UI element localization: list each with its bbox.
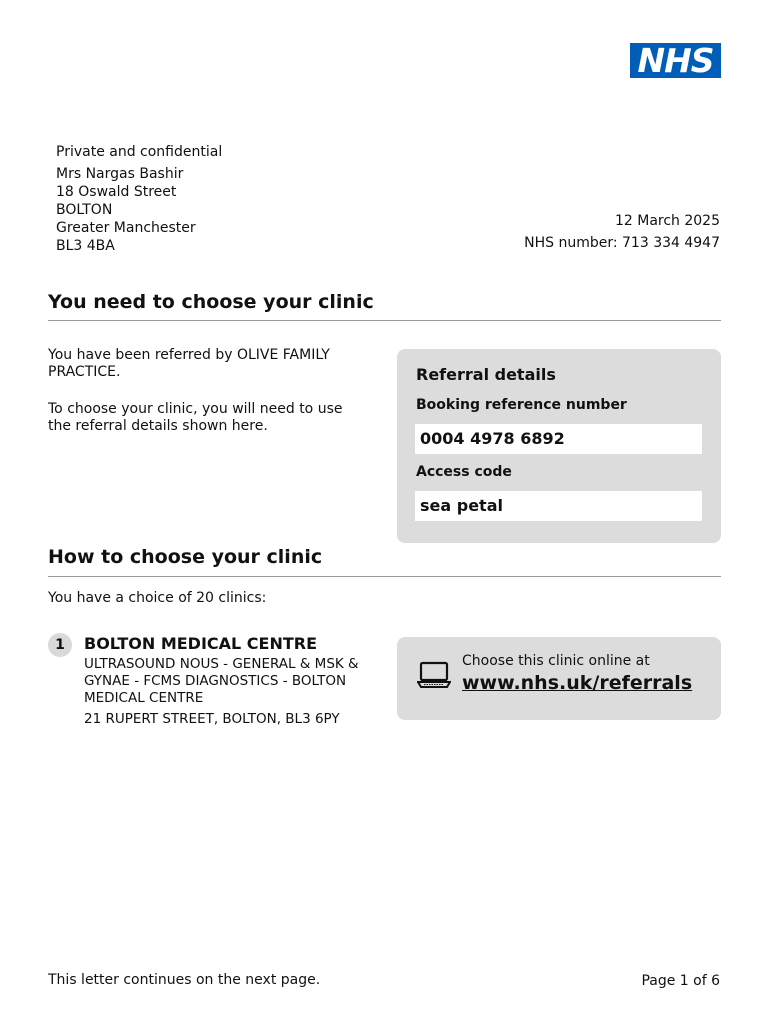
- clinic-address: 21 RUPERT STREET, BOLTON, BL3 6PY: [84, 711, 340, 727]
- intro-text: [48, 347, 368, 455]
- address-line: BL3 4BA: [56, 238, 115, 254]
- confidential-label: Private and confidential: [56, 144, 223, 160]
- online-choice-text: Choose this clinic online at: [462, 653, 650, 669]
- laptop-icon: [417, 661, 451, 689]
- nhs-number: NHS number: 713 334 4947: [524, 235, 720, 251]
- address-line: BOLTON: [56, 202, 113, 218]
- referral-details-box: [397, 349, 721, 543]
- address-line: Greater Manchester: [56, 220, 196, 236]
- access-code-value: sea petal: [415, 491, 702, 521]
- section-divider: [48, 576, 721, 577]
- address-line: Mrs Nargas Bashir: [56, 166, 184, 182]
- booking-reference-label: Booking reference number: [416, 397, 627, 413]
- referrals-link[interactable]: www.nhs.uk/referrals: [462, 672, 693, 694]
- online-choice-box: [397, 637, 721, 720]
- referral-details-title: Referral details: [416, 365, 556, 384]
- nhs-logo: [630, 43, 721, 78]
- page-number: Page 1 of 6: [641, 973, 720, 989]
- letter-meta: [524, 210, 720, 254]
- address-line: 18 Oswald Street: [56, 184, 177, 200]
- clinic-description: ULTRASOUND NOUS - GENERAL & MSK & GYNAE - FCMS DIAGNOSTICS - BOLTON MEDICAL CENTRE: [84, 656, 359, 706]
- letter-date: 12 March 2025: [614, 213, 720, 229]
- access-code-label: Access code: [416, 464, 512, 480]
- clinic-entry: [84, 634, 374, 728]
- continues-note: This letter continues on the next page.: [48, 972, 321, 988]
- choice-count-text: You have a choice of 20 clinics:: [48, 590, 267, 606]
- instructions-text: To choose your clinic, you will need to use the referral details shown here.: [48, 401, 343, 434]
- booking-reference-value: 0004 4978 6892: [415, 424, 702, 454]
- section-divider: [48, 320, 721, 321]
- section-title-choose-clinic: You need to choose your clinic: [48, 291, 374, 313]
- clinic-name: BOLTON MEDICAL CENTRE: [84, 634, 318, 653]
- nhs-logo-text: NHS: [637, 41, 714, 80]
- clinic-number-badge: 1: [48, 633, 72, 657]
- referred-by-text: You have been referred by OLIVE FAMILY PRACTICE.: [48, 347, 330, 380]
- recipient-address: [56, 143, 222, 255]
- section-title-how-to-choose: How to choose your clinic: [48, 546, 323, 568]
